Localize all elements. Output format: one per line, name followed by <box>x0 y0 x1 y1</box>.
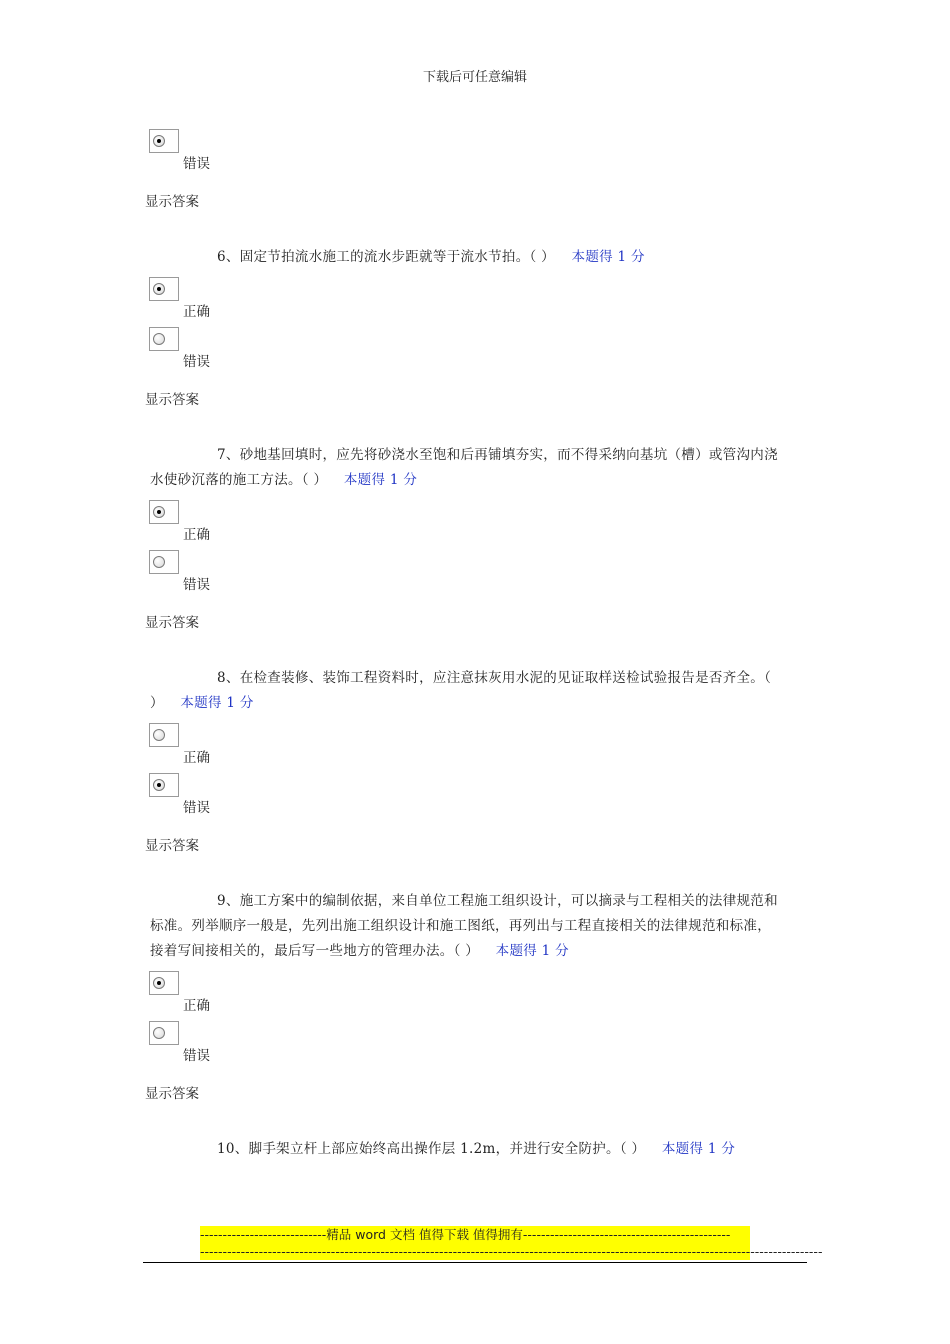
radio-unchecked-icon <box>153 729 165 741</box>
q10-text: 10、脚手架立杆上部应始终高出操作层 1.2m，并进行安全防护。（ ） <box>217 1141 646 1157</box>
radio-checked-icon <box>153 977 165 989</box>
radio-checked-icon <box>153 283 165 295</box>
q6-text-line-1 <box>217 245 645 265</box>
q7-text-line-2 <box>150 468 417 488</box>
q6-option-wrong-label: 错误 <box>183 354 210 370</box>
q8-score: 本题得 1 分 <box>180 695 254 711</box>
q10-score: 本题得 1 分 <box>661 1141 736 1157</box>
q7-option-wrong-radio[interactable] <box>149 550 179 574</box>
q8-text-line-2 <box>150 691 254 711</box>
radio-checked-icon <box>153 135 165 147</box>
q6-text: 6、固定节拍流水施工的流水步距就等于流水节拍。（ ） <box>217 249 555 265</box>
q9-option-wrong-radio[interactable] <box>149 1021 179 1045</box>
q7-option-correct-radio[interactable] <box>149 500 179 524</box>
footer-divider <box>143 1262 807 1263</box>
q6-option-wrong-radio[interactable] <box>149 327 179 351</box>
q5-show-answer-link[interactable]: 显示答案 <box>145 194 199 210</box>
q7-option-correct-label: 正确 <box>183 527 210 543</box>
q8-text-end: ） <box>150 695 164 711</box>
q8-option-wrong-label: 错误 <box>183 800 210 816</box>
page-header: 下载后可任意编辑 <box>422 70 527 85</box>
q9-option-correct-label: 正确 <box>183 998 210 1014</box>
q6-option-correct-radio[interactable] <box>149 277 179 301</box>
q8-show-answer-link[interactable]: 显示答案 <box>145 838 199 854</box>
radio-unchecked-icon <box>153 556 165 568</box>
q5-option-wrong-radio[interactable] <box>149 129 179 153</box>
q8-text-line-1: 8、在检查装修、装饰工程资料时，应注意抹灰用水泥的见证取样送检试验报告是否齐全。（ <box>217 670 772 686</box>
q9-show-answer-link[interactable]: 显示答案 <box>145 1086 199 1102</box>
radio-checked-icon <box>153 779 165 791</box>
q8-option-correct-label: 正确 <box>183 750 210 766</box>
q9-option-correct-radio[interactable] <box>149 971 179 995</box>
q9-score: 本题得 1 分 <box>495 943 569 959</box>
q5-option-wrong-label: 错误 <box>183 156 210 172</box>
q9-option-wrong-label: 错误 <box>183 1048 210 1064</box>
q7-text-line-1: 7、砂地基回填时，应先将砂浇水至饱和后再铺填夯实，而不得采纳向基坑（槽）或管沟内浇 <box>217 447 778 463</box>
q7-score: 本题得 1 分 <box>343 472 418 488</box>
footer-banner-line-1: ----------------------------精品 word 文档 值得下载 值得拥有---------------------------------------------- <box>200 1227 731 1242</box>
q6-score: 本题得 1 分 <box>571 249 645 265</box>
q10-text-line-1 <box>217 1137 735 1157</box>
q9-text-end: 接着写间接相关的，最后写一些地方的管理办法。（ ） <box>150 943 480 959</box>
q9-text-line-2: 标准。列举顺序一般是，先列出施工组织设计和施工图纸，再列出与工程直接相关的法律规范和标准， <box>150 918 771 934</box>
q8-option-wrong-radio[interactable] <box>149 773 179 797</box>
q7-show-answer-link[interactable]: 显示答案 <box>145 615 199 631</box>
radio-unchecked-icon <box>153 1027 165 1039</box>
radio-checked-icon <box>153 506 165 518</box>
footer-banner <box>200 1226 823 1260</box>
q6-option-correct-label: 正确 <box>183 304 210 320</box>
radio-unchecked-icon <box>153 333 165 345</box>
q8-option-correct-radio[interactable] <box>149 723 179 747</box>
q7-option-wrong-label: 错误 <box>183 577 210 593</box>
q7-text-end: 水使砂沉落的施工方法。（ ） <box>150 472 328 488</box>
q9-text-line-3 <box>150 939 569 959</box>
q6-show-answer-link[interactable]: 显示答案 <box>145 392 199 408</box>
q9-text-line-1: 9、施工方案中的编制依据，来自单位工程施工组织设计，可以摘录与工程相关的法律规范和 <box>217 893 778 909</box>
footer-banner-line-2: ------------------------------------------------------------------------------------------------------------------------------------------ <box>200 1244 823 1259</box>
